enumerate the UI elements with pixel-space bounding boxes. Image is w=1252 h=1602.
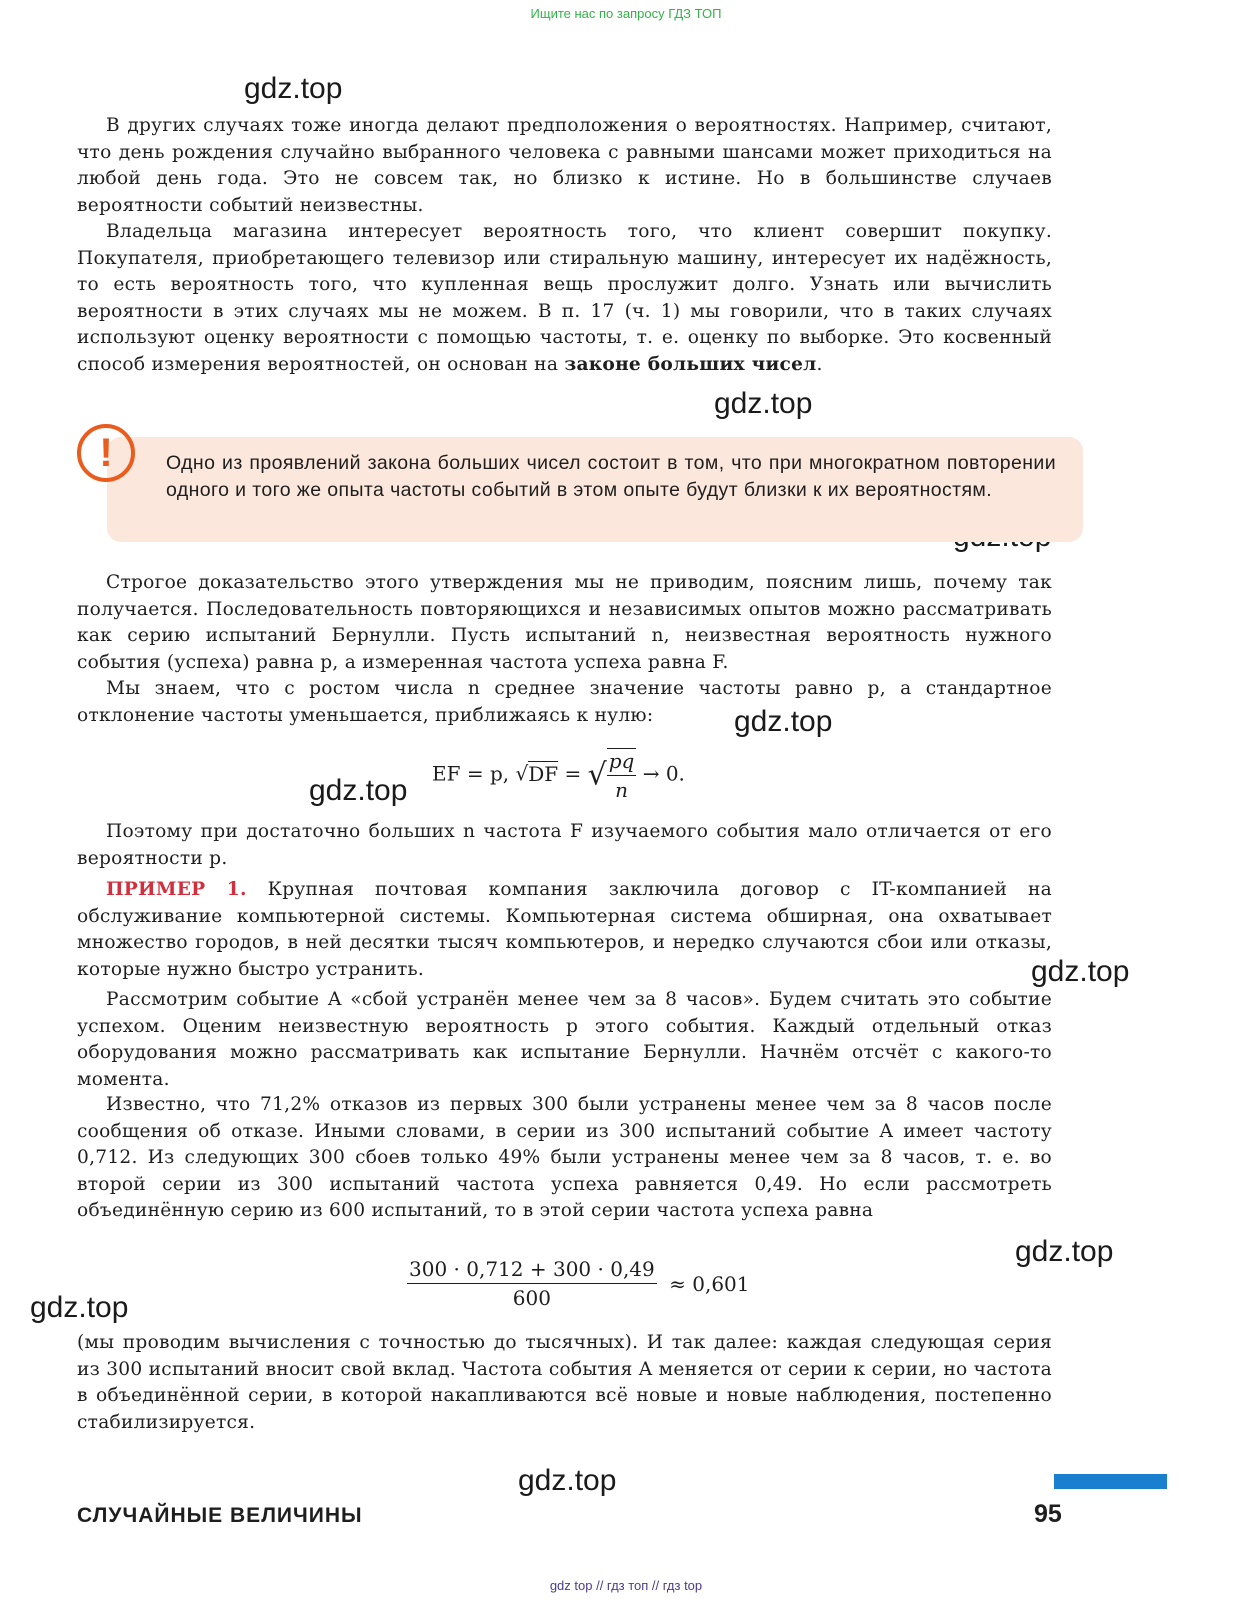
paragraph-2-end: . [816, 353, 823, 375]
example-label: ПРИМЕР 1. [106, 879, 247, 900]
paragraph-2 [77, 219, 1052, 378]
fraction-numerator: 300 · 0,712 + 300 · 0,49 [407, 1257, 657, 1284]
watermark: gdz.top [30, 1291, 129, 1324]
note-text: Одно из проявлений закона больших чисел состоит в том, что при многократном повторении одного и того же опыта частоты событий в этом опыте будут близки к их вероятностям. [166, 452, 1056, 501]
watermark: gdz.top [518, 1464, 617, 1497]
bottom-links[interactable]: gdz top // гдз топ // гдз top [549, 1578, 703, 1593]
paragraph-3: Строгое доказательство этого утверждения мы не приводим, поясним лишь, почему так получается. Последовательность повторяющихся и независимых опытов можно рассматривать как серию испытаний Бернулли. Пусть испытаний n, неизвестная вероятность нужного события (успеха) равна p, а измеренная частота успеха равна F. [77, 572, 1052, 673]
formula-tail: → 0. [636, 761, 685, 786]
watermark: gdz.top [1015, 1235, 1114, 1268]
formula-ef [432, 748, 685, 802]
exclamation-icon: ! [77, 424, 135, 482]
paragraph-7: Рассмотрим событие A «сбой устранён менее чем за 8 часов». Будем считать это событие успехом. Оценим неизвестную вероятность p этого события. Каждый отдельный отказ оборудования можно рассматривать как испытание Бернулли. Начнём отсчёт с какого-то момента. [77, 989, 1052, 1090]
watermark: gdz.top [244, 72, 343, 105]
formula-ef-lhs: EF = p, [432, 761, 516, 786]
paragraph-8: Известно, что 71,2% отказов из первых 300 были устранены менее чем за 8 часов после сообщения об отказе. Иными словами, в серии из 300 испытаний событие A имеет частоту 0,712. Из следующих 300 сбоев только 49% были устранены менее чем за 8 часов, т. е. во второй серии из 300 испытаний частота успеха равняется 0,49. Но если рассмотреть объединённую серию из 600 испытаний, то в этой серии частота успеха равна [77, 1094, 1052, 1221]
fraction-pq-n [607, 748, 637, 802]
watermark: gdz.top [734, 705, 833, 738]
example-1 [77, 877, 1052, 983]
paragraph-1: В других случаях тоже иногда делают предположения о вероятностях. Например, считают, что день рождения случайно выбранного человека с равными шансами может приходиться на любой день года. Это не совсем так, но близко к истине. Но в большинстве случаев вероятности событий неизвестны. [77, 115, 1052, 216]
paragraph-9: (мы проводим вычисления с точностью до тысячных). И так далее: каждая следующая серия из 300 испытаний вносит свой вклад. Частота события A меняется от серии к серии, но частота в объединённой серии, в которой накапливаются всё новые и новые наблюдения, постепенно стабилизируется. [77, 1332, 1052, 1433]
paragraph-4: Мы знаем, что с ростом числа n среднее значение частоты равно p, а стандартное отклонение частоты уменьшается, приближаясь к нулю: [77, 678, 1052, 726]
paragraph-5: Поэтому при достаточно больших n частота F изучаемого события мало отличается от его вероятности p. [77, 821, 1052, 869]
sqrt-symbol: √ [515, 761, 529, 786]
top-banner: Ищите нас по запросу ГДЗ ТОП [530, 6, 722, 21]
law-term: законе больших чисел [564, 353, 817, 375]
formula-result: ≈ 0,601 [669, 1271, 750, 1296]
fraction-denominator: 600 [512, 1286, 551, 1310]
watermark: gdz.top [309, 774, 408, 807]
blue-bar [1054, 1474, 1167, 1489]
formula-eq: = [558, 761, 588, 786]
fraction-combined [407, 1257, 657, 1310]
fraction-numerator: pq [607, 749, 637, 776]
sqrt-df: DF [528, 761, 559, 786]
example-text: Крупная почтовая компания заключила договор с IT-компанией на обслуживание компьютерной системы. Компьютерная система обширная, она охватывает множество городов, в ней десятки тысяч компьютеров, и нередко случаются сбои или отказы, которые нужно быстро устранить. [77, 879, 1052, 980]
section-title: СЛУЧАЙНЫЕ ВЕЛИЧИНЫ [77, 1504, 363, 1527]
watermark: gdz.top [1031, 955, 1130, 988]
paragraph-2-text: Владельца магазина интересует вероятность того, что клиент совершит покупку. Покупателя, приобретающего телевизор или стиральную машину, интересует их надёжность, то есть вероятность того, что купленная вещь прослужит долго. Узнать или вычислить вероятности в этих случаях мы не можем. В п. 17 (ч. 1) мы говорили, что в таких случаях используют оценку вероятности с помощью частоты, т. е. оценку по выборке. Это косвенный способ измерения вероятностей, он основан на [77, 221, 1052, 375]
sqrt-symbol-2: √ [587, 757, 607, 793]
formula-frequency [407, 1257, 750, 1310]
watermark: gdz.top [714, 387, 813, 420]
fraction-denominator: n [615, 778, 628, 802]
page-number: 95 [1034, 1500, 1062, 1528]
